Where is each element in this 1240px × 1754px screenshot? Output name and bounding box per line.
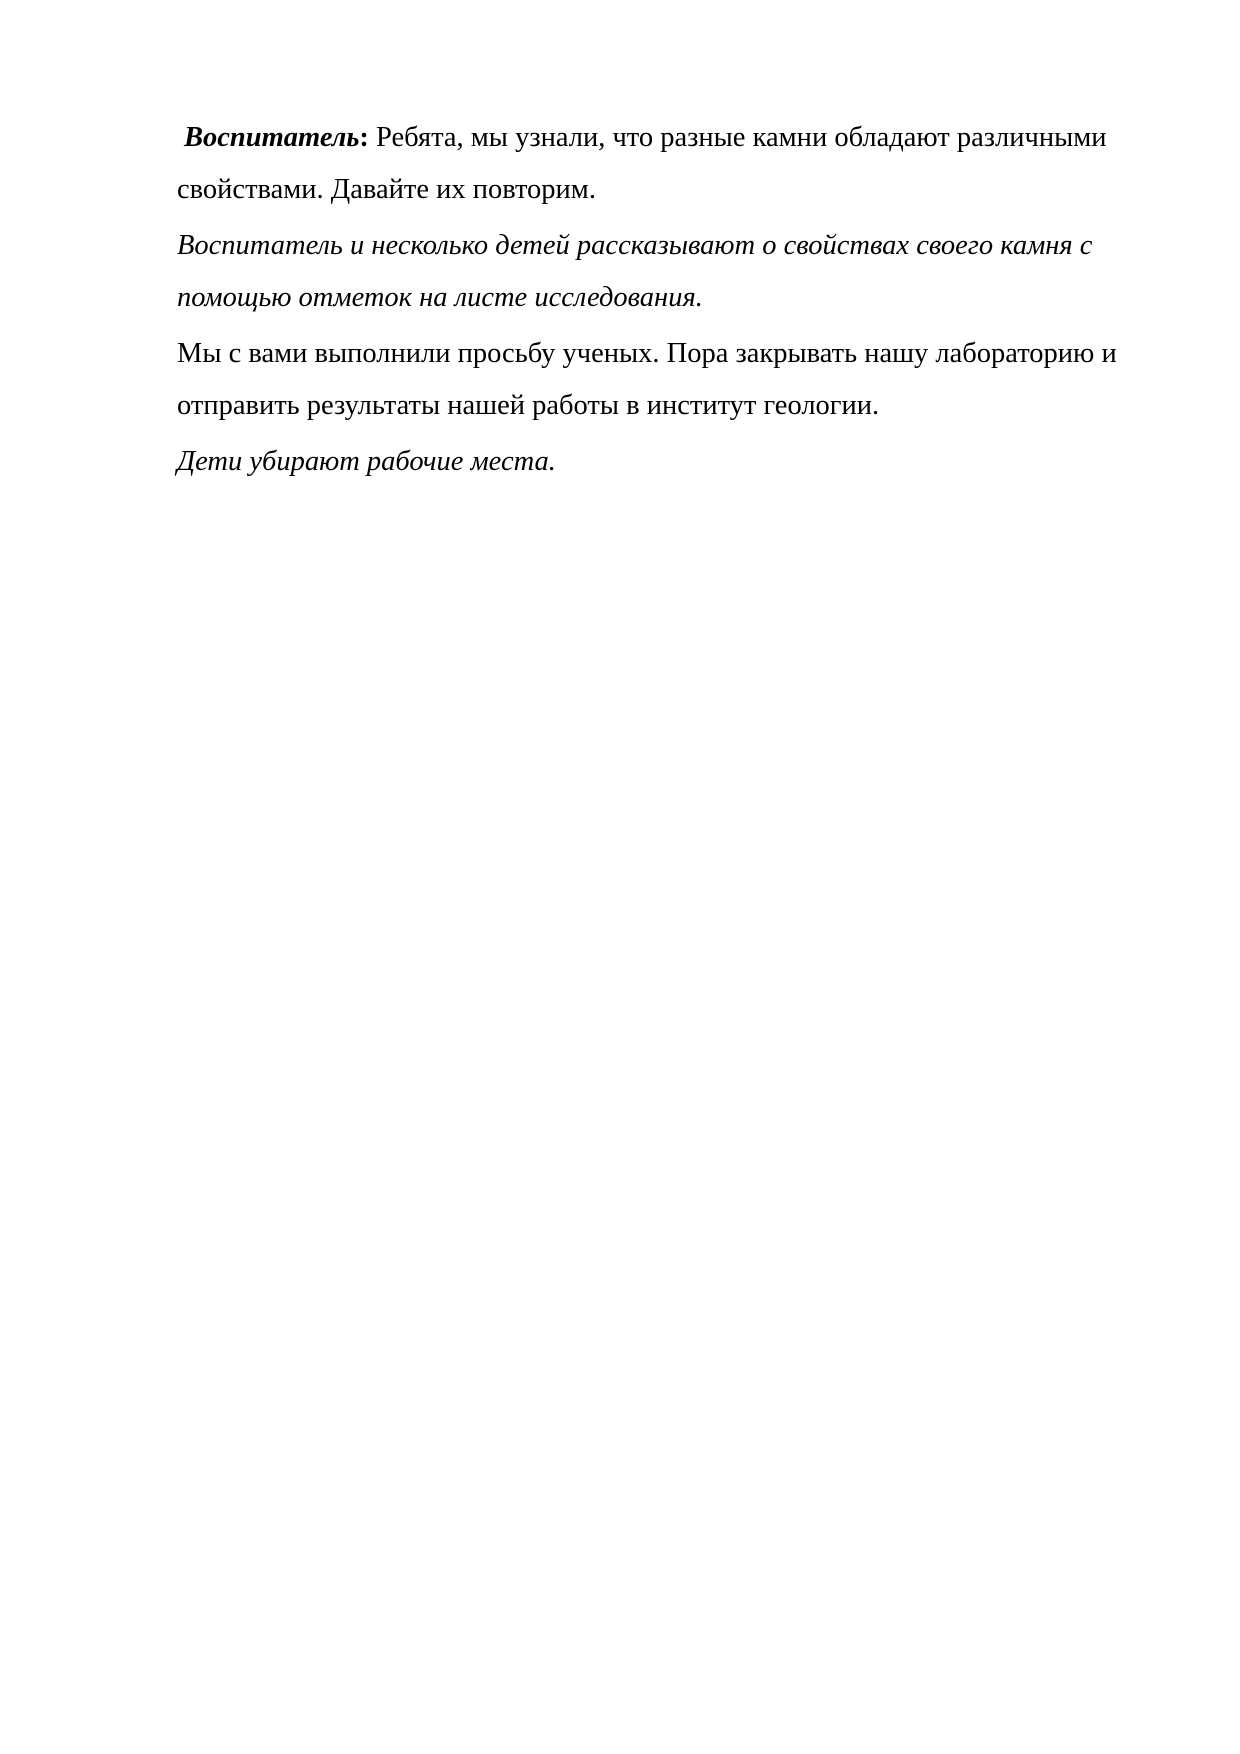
- document-body: [177, 112, 1147, 492]
- paragraph-teacher-conclusion: Мы с вами выполнили просьбу ученых. Пора закрывать нашу лабораторию и отправить результаты нашей работы в институт геологии.: [177, 338, 1117, 421]
- paragraph-text: Ребята, мы узнали, что разные камни обладают различными свойствами. Давайте их повторим.: [177, 122, 1107, 205]
- paragraph-stage-direction-final: Дети убирают рабочие места.: [177, 446, 556, 477]
- paragraph-stage-direction: Воспитатель и несколько детей рассказывают о свойствах своего камня с помощью отметок на листе исследования.: [177, 230, 1093, 313]
- speaker-colon: :: [359, 122, 369, 153]
- speaker-label: Воспитатель: [184, 122, 360, 153]
- paragraph-teacher-remark: [177, 112, 1147, 216]
